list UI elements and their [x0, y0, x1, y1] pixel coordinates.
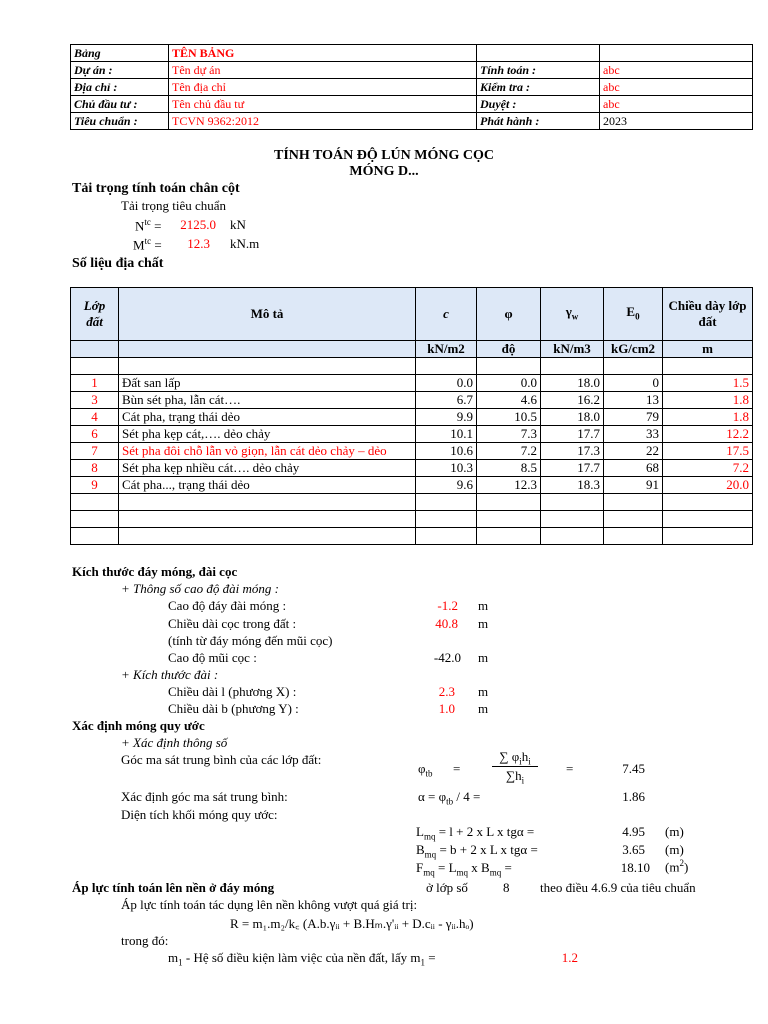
col-gamma [541, 288, 604, 341]
alpha-f2: / 4 = [453, 789, 481, 804]
phi-label: Góc ma sát trung bình của các lớp đất: [121, 752, 322, 767]
unit-phi: độ [477, 341, 541, 358]
info-row [71, 62, 753, 79]
bmq-unit: (m) [665, 842, 684, 857]
fmq-unit-b: ) [683, 859, 689, 875]
where-label: trong đó: [121, 933, 169, 948]
layer-gamma: 17.7 [541, 460, 604, 477]
calculated-by: abc [600, 62, 753, 79]
m-unit: kN.m [230, 236, 260, 251]
layer-phi: 7.3 [477, 426, 541, 443]
soil-table [70, 287, 753, 545]
m-sup: tc [144, 236, 152, 246]
m1-b: - Hệ số điều kiện làm việc của nền đất, lấy m [182, 950, 421, 965]
approved-by: abc [600, 96, 753, 113]
phi-sub: tb [425, 768, 433, 779]
layer-e: 91 [604, 477, 663, 494]
layer-c: 9.9 [416, 409, 477, 426]
fmq-formula [416, 860, 512, 878]
b-unit: m [478, 701, 489, 716]
layer-desc: Sét pha kẹp nhiều cát…. dẻo chảy [119, 460, 416, 477]
table-row [71, 392, 753, 409]
phi-denominator [486, 768, 544, 786]
info-key: Tính toán : [477, 62, 600, 79]
tip-unit: m [478, 650, 489, 665]
fmq-f2: = L [434, 860, 457, 875]
info-key: Địa chỉ : [71, 79, 169, 96]
gamma-symbol: γ [565, 303, 572, 319]
fmq-sub3: mq [489, 867, 502, 878]
pile-note: (tính từ đáy móng đến mũi cọc) [168, 633, 333, 648]
unit-c: kN/m2 [416, 341, 477, 358]
layer-desc: Sét pha kẹp cát,…. dẻo chảy [119, 426, 416, 443]
m1-value: 1.2 [561, 950, 578, 965]
col-phi: φ [477, 288, 541, 341]
layer-thickness: 7.2 [663, 460, 753, 477]
table-row [71, 443, 753, 460]
pile-label: Chiều dài cọc trong đất : [168, 616, 297, 631]
phi-lhs [418, 761, 433, 779]
phi-equals-2: = [566, 761, 574, 776]
layer-desc: Cát pha, trạng thái dẻo [119, 409, 416, 426]
table-row [71, 409, 753, 426]
e-symbol: E [626, 303, 636, 319]
layer-thickness: 1.5 [663, 375, 753, 392]
unit-thickness: m [663, 341, 753, 358]
info-key: Bảng [71, 45, 169, 62]
checked-by: abc [600, 79, 753, 96]
fmq-unit-a: (m [665, 859, 680, 875]
m1-c: = [425, 950, 436, 965]
info-row [71, 79, 753, 96]
info-key: Tiêu chuẩn : [71, 113, 169, 130]
layer-thickness: 20.0 [663, 477, 753, 494]
bmq-f2: = b + 2 x L x tgα = [436, 842, 538, 857]
layer-e: 68 [604, 460, 663, 477]
investor: Tên chủ đầu tư [169, 96, 477, 113]
lmq-f2: = l + 2 x L x tgα = [435, 824, 535, 839]
n-value: 2125.0 [180, 217, 216, 232]
layer-thickness: 1.8 [663, 392, 753, 409]
table-row [71, 528, 753, 545]
layer-desc: Sét pha đôi chỗ lẫn vỏ giọn, lẫn cát dẻo chảy – dẻo [119, 443, 416, 460]
depth-unit: m [478, 598, 489, 613]
fraction-bar [492, 766, 538, 767]
layer-gamma: 16.2 [541, 392, 604, 409]
fmq-f3: x B [468, 860, 490, 875]
geo-heading: Số liệu địa chất [72, 256, 164, 271]
info-key [477, 45, 600, 62]
lmq-unit: (m) [665, 824, 684, 839]
info-row [71, 45, 753, 62]
layer-gamma: 18.3 [541, 477, 604, 494]
b-value: 1.0 [438, 701, 455, 716]
m1-sub2: 1 [420, 957, 426, 968]
table-header-row [71, 288, 753, 341]
phi-value: 7.45 [622, 761, 645, 776]
dims-subheading-1: + Thông số cao độ đài móng : [121, 581, 279, 596]
lmq-sub: mq [423, 831, 436, 842]
bmq-value: 3.65 [622, 842, 645, 857]
fmq-sub2: mq [456, 867, 469, 878]
col-desc: Mô tả [119, 288, 416, 341]
pile-value: 40.8 [435, 616, 458, 631]
m-label: $M^{tc}$ = [133, 236, 162, 253]
num-b-sub: i [528, 756, 531, 767]
issue-year: 2023 [600, 113, 753, 130]
standard: TCVN 9362:2012 [169, 113, 477, 130]
col-thickness: Chiều dày lớp đất [663, 288, 753, 341]
info-key: Chủ đầu tư : [71, 96, 169, 113]
fmq-unit-sup: 2 [679, 858, 684, 868]
n-symbol: N [135, 218, 145, 234]
pile-unit: m [478, 616, 489, 631]
table-row [71, 460, 753, 477]
equiv-heading: Xác định móng quy ước [72, 718, 205, 733]
layer-gamma: 17.7 [541, 426, 604, 443]
fmq-f: F [416, 860, 424, 875]
col-layer: Lớp đất [71, 288, 119, 341]
den: ∑h [505, 768, 522, 783]
tip-label: Cao độ mũi cọc : [168, 650, 257, 665]
pressure-heading: Áp lực tính toán lên nền ở đáy móng [72, 880, 275, 895]
info-key: Dự án : [71, 62, 169, 79]
unit-cell [119, 341, 416, 358]
col-c: c [416, 288, 477, 341]
layer-gamma: 18.0 [541, 409, 604, 426]
page-subtitle: MÓNG D... [349, 164, 419, 179]
layer-thickness: 1.8 [663, 409, 753, 426]
m1-description [168, 950, 436, 968]
unit-e: kG/cm2 [604, 341, 663, 358]
layer-phi: 10.5 [477, 409, 541, 426]
phi-equals: = [453, 761, 461, 776]
layer-thickness: 17.5 [663, 443, 753, 460]
layer-id: 6 [71, 426, 119, 443]
l-label: Chiều dài l (phương X) : [168, 684, 297, 699]
load-subheading: Tải trọng tiêu chuẩn [121, 198, 227, 213]
layer-id: 3 [71, 392, 119, 409]
bmq-formula [416, 842, 538, 860]
depth-label: Cao độ đáy đài móng : [168, 598, 287, 613]
table-row [71, 426, 753, 443]
layer-e: 22 [604, 443, 663, 460]
standard-reference: theo điều 4.6.9 của tiêu chuẩn [540, 880, 696, 895]
layer-c: 10.1 [416, 426, 477, 443]
dims-heading: Kích thước đáy móng, đài cọc [72, 564, 238, 579]
dims-subheading-2: + Kích thước đài : [121, 667, 219, 682]
table-unit-row [71, 341, 753, 358]
at-layer-label: ở lớp số [426, 880, 468, 895]
layer-phi: 4.6 [477, 392, 541, 409]
layer-gamma: 17.3 [541, 443, 604, 460]
table-row [71, 375, 753, 392]
gamma-sub: w [571, 311, 579, 322]
info-row [71, 96, 753, 113]
num-b: h [521, 749, 529, 764]
layer-id: 4 [71, 409, 119, 426]
l-value: 2.3 [438, 684, 455, 699]
layer-e: 13 [604, 392, 663, 409]
phi-symbol: φ [418, 761, 426, 776]
phi-numerator [486, 749, 544, 767]
alpha-value: 1.86 [622, 789, 645, 804]
layer-thickness: 12.2 [663, 426, 753, 443]
document-info-table [70, 44, 753, 130]
l-unit: m [478, 684, 489, 699]
project-name: Tên dự án [169, 62, 477, 79]
layer-id: 9 [71, 477, 119, 494]
layer-phi: 12.3 [477, 477, 541, 494]
page-title: TÍNH TOÁN ĐỘ LÚN MÓNG CỌC [273, 148, 494, 163]
equiv-subheading: + Xác định thông số [121, 735, 228, 750]
n-unit: kN [230, 217, 246, 232]
table-row [71, 477, 753, 494]
layer-number: 8 [503, 880, 510, 895]
fmq-value: 18.10 [620, 860, 650, 875]
info-row [71, 113, 753, 130]
b-label: Chiều dài b (phương Y) : [168, 701, 299, 716]
layer-desc: Bùn sét pha, lẫn cát…. [119, 392, 416, 409]
table-name: TÊN BẢNG [169, 45, 477, 62]
layer-c: 0.0 [416, 375, 477, 392]
address: Tên địa chỉ [169, 79, 477, 96]
layer-phi: 7.2 [477, 443, 541, 460]
layer-gamma: 18.0 [541, 375, 604, 392]
lmq-formula [416, 824, 534, 842]
n-sup: tc [144, 217, 151, 227]
layer-phi: 8.5 [477, 460, 541, 477]
fmq-sub: mq [423, 867, 435, 878]
layer-e: 33 [604, 426, 663, 443]
num-a: ∑ φ [499, 749, 520, 764]
layer-id: 7 [71, 443, 119, 460]
m-value: 12.3 [187, 236, 210, 251]
n-label: $N^{tc}$ = [135, 217, 162, 234]
layer-c: 10.3 [416, 460, 477, 477]
layer-e: 79 [604, 409, 663, 426]
alpha-sub: tb [446, 796, 454, 807]
area-label: Diện tích khối móng quy ước: [121, 807, 278, 822]
table-row [71, 511, 753, 528]
info-key: Kiểm tra : [477, 79, 600, 96]
load-heading: Tải trọng tính toán chân cột [72, 181, 240, 196]
info-key: Phát hành : [477, 113, 600, 130]
m1-sub: 1 [178, 957, 183, 968]
col-e [604, 288, 663, 341]
den-sub: i [521, 775, 525, 786]
layer-c: 6.7 [416, 392, 477, 409]
layer-id: 1 [71, 375, 119, 392]
m1-a: m [168, 950, 179, 965]
lmq-f: L [416, 824, 424, 839]
fmq-unit [665, 858, 688, 875]
info-value [600, 45, 753, 62]
layer-desc: Cát pha..., trạng thái dẻo [119, 477, 416, 494]
layer-phi: 0.0 [477, 375, 541, 392]
bearing-formula: R = m₁.m₂/k꜀ (A.b.γᵢᵢ + B.Hₘ.γ'ᵢᵢ + D.cᵢᵢ - γᵢᵢ.hₒ) [230, 916, 474, 931]
tip-value: -42.0 [433, 650, 461, 665]
table-row [71, 494, 753, 511]
lmq-value: 4.95 [622, 824, 645, 839]
layer-id: 8 [71, 460, 119, 477]
info-key: Duyệt : [477, 96, 600, 113]
fmq-f4: = [501, 860, 512, 875]
alpha-formula [418, 789, 480, 807]
layer-c: 9.6 [416, 477, 477, 494]
pressure-line: Áp lực tính toán tác dụng lên nền không vượt quá giá trị: [121, 897, 418, 912]
depth-value: -1.2 [437, 598, 458, 613]
layer-desc: Đất san lấp [119, 375, 416, 392]
bmq-f: B [416, 842, 425, 857]
alpha-label: Xác định góc ma sát trung bình: [121, 789, 288, 804]
e-sub: 0 [635, 311, 640, 322]
bmq-sub: mq [424, 849, 437, 860]
unit-gamma: kN/m3 [541, 341, 604, 358]
m-symbol: M [133, 237, 145, 253]
num-a-sub: i [519, 756, 522, 767]
unit-cell [71, 341, 119, 358]
table-row [71, 358, 753, 375]
layer-e: 0 [604, 375, 663, 392]
layer-c: 10.6 [416, 443, 477, 460]
alpha-f1: α = φ [418, 789, 447, 804]
